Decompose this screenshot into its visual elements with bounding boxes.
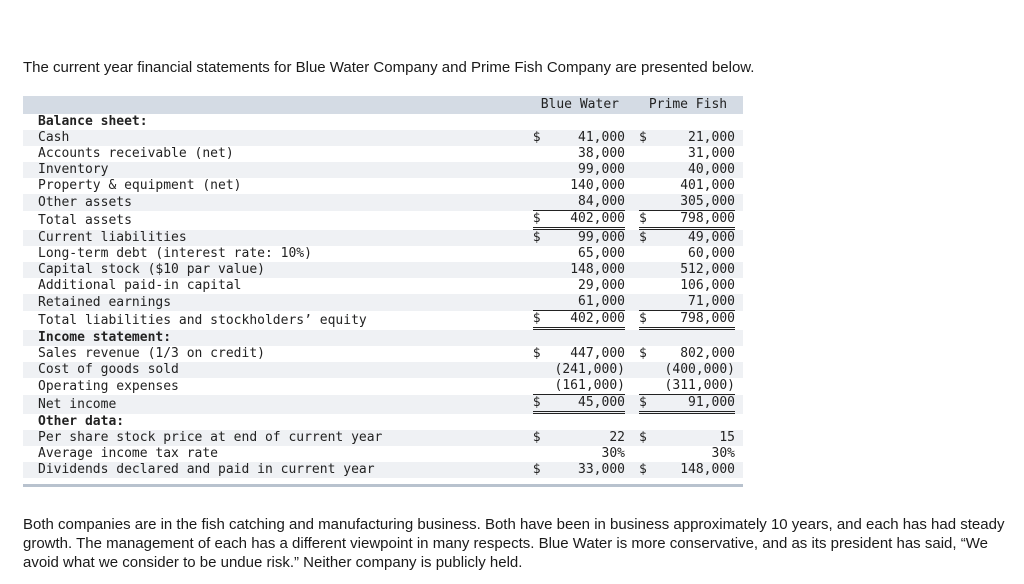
amount	[639, 230, 735, 246]
blue-water-cell	[527, 378, 633, 395]
amount-value: 15	[719, 430, 735, 445]
currency-symbol: $	[532, 395, 541, 410]
amount	[533, 346, 625, 362]
table-row	[23, 446, 743, 462]
amount-value: 22	[609, 430, 625, 445]
amount	[533, 246, 625, 262]
table-row	[23, 246, 743, 262]
prime-fish-cell	[633, 114, 743, 130]
row-label: Per share stock price at end of current year	[23, 430, 527, 446]
prime-fish-cell	[633, 446, 743, 462]
prime-fish-cell	[633, 346, 743, 362]
blue-water-cell	[527, 430, 633, 446]
amount-value: 140,000	[570, 178, 625, 193]
currency-symbol: $	[532, 130, 541, 145]
table-header-row	[23, 96, 743, 114]
amount-value: (161,000)	[554, 378, 625, 393]
amount-value: 65,000	[578, 246, 625, 261]
table-row	[23, 146, 743, 162]
amount-value: 798,000	[680, 211, 735, 226]
blue-water-cell	[527, 395, 633, 414]
table-bottom-rule	[23, 484, 743, 487]
amount-value: 71,000	[688, 294, 735, 309]
blue-water-cell	[527, 178, 633, 194]
amount	[533, 278, 625, 294]
prime-fish-cell	[633, 211, 743, 230]
row-label: Retained earnings	[23, 294, 527, 311]
amount-value: 41,000	[578, 130, 625, 145]
row-label: Additional paid-in capital	[38, 278, 242, 293]
row-label: Total assets	[38, 212, 132, 228]
amount-value: 99,000	[578, 162, 625, 177]
table-row	[23, 311, 743, 330]
amount	[533, 294, 625, 311]
table-row	[23, 462, 743, 478]
amount	[639, 311, 735, 330]
amount-value: 447,000	[570, 346, 625, 361]
amount-value: 512,000	[680, 262, 735, 277]
amount	[533, 362, 625, 378]
prime-fish-cell	[633, 462, 743, 478]
currency-symbol: $	[638, 346, 647, 361]
amount-value: (311,000)	[664, 378, 735, 393]
blue-water-cell	[527, 146, 633, 162]
amount-value: 40,000	[688, 162, 735, 177]
row-label: Cost of goods sold	[23, 362, 527, 378]
prime-fish-cell	[633, 178, 743, 194]
prime-fish-cell	[633, 311, 743, 330]
amount	[639, 462, 735, 478]
column-header-blue-water: Blue Water	[527, 96, 633, 114]
currency-symbol: $	[638, 230, 647, 245]
row-label: Property & equipment (net)	[38, 178, 242, 193]
table-row	[23, 346, 743, 362]
currency-symbol: $	[532, 346, 541, 361]
section-header-row	[23, 114, 743, 130]
amount	[533, 378, 625, 395]
blue-water-cell	[527, 446, 633, 462]
amount	[533, 446, 625, 462]
amount-value: 60,000	[688, 246, 735, 261]
amount	[639, 362, 735, 378]
amount-value: 401,000	[680, 178, 735, 193]
blue-water-cell	[527, 414, 633, 430]
section-header-row	[23, 414, 743, 430]
amount-value: 148,000	[680, 462, 735, 477]
currency-symbol: $	[532, 230, 541, 245]
amount	[639, 430, 735, 446]
amount	[639, 395, 735, 414]
amount-value: 305,000	[680, 194, 735, 209]
row-label: Current liabilities	[23, 230, 527, 246]
row-label: Long-term debt (interest rate: 10%)	[38, 246, 312, 261]
table-body	[23, 114, 743, 478]
amount	[639, 446, 735, 462]
amount-value: 61,000	[578, 294, 625, 309]
currency-symbol: $	[638, 462, 647, 477]
blue-water-cell	[527, 194, 633, 211]
amount	[533, 130, 625, 146]
amount	[533, 162, 625, 178]
currency-symbol: $	[532, 462, 541, 477]
amount-value: 33,000	[578, 462, 625, 477]
row-label: Inventory	[23, 162, 527, 178]
blue-water-cell	[527, 462, 633, 478]
blue-water-cell	[527, 114, 633, 130]
amount	[533, 178, 625, 194]
amount	[533, 211, 625, 230]
amount-value: (241,000)	[554, 362, 625, 377]
table-row	[23, 294, 743, 311]
amount	[639, 146, 735, 162]
amount	[533, 311, 625, 330]
row-label: Sales revenue (1/3 on credit)	[38, 346, 265, 361]
amount-value: (400,000)	[664, 362, 735, 377]
intro-text: The current year financial statements for Blue Water Company and Prime Fish Company are presented below.	[23, 59, 755, 76]
closing-text: Both companies are in the fish catching and manufacturing business. Both have been in business approximately 10 years, and each has had steady growth. The management of each has a different viewpoint in many respects. Blue Water is more conservative, and as its president has said, “We avoid what we consider to be undue risk.” Neither company is publicly held.	[23, 516, 1005, 571]
prime-fish-cell	[633, 294, 743, 311]
table-row	[23, 162, 743, 178]
row-label: Cash	[23, 130, 527, 146]
row-label: Net income	[23, 395, 527, 414]
prime-fish-cell	[633, 378, 743, 395]
prime-fish-cell	[633, 330, 743, 346]
amount-value: 802,000	[680, 346, 735, 361]
currency-symbol: $	[638, 430, 647, 445]
amount	[533, 430, 625, 446]
row-label: Average income tax rate	[38, 446, 219, 461]
currency-symbol: $	[638, 130, 647, 145]
currency-symbol: $	[532, 430, 541, 445]
amount-value: 84,000	[578, 194, 625, 209]
blue-water-cell	[527, 211, 633, 230]
amount-value: 21,000	[688, 130, 735, 145]
currency-symbol: $	[638, 395, 647, 410]
amount	[639, 246, 735, 262]
amount	[639, 278, 735, 294]
prime-fish-cell	[633, 246, 743, 262]
table-row	[23, 262, 743, 278]
table-row	[23, 178, 743, 194]
blue-water-cell	[527, 362, 633, 378]
table-row	[23, 395, 743, 414]
financial-statements-table	[23, 96, 743, 478]
amount	[639, 294, 735, 311]
table-row	[23, 130, 743, 146]
currency-symbol: $	[532, 211, 541, 226]
prime-fish-cell	[633, 395, 743, 414]
table-row	[23, 430, 743, 446]
amount-value: 30%	[711, 446, 735, 461]
table-row	[23, 211, 743, 230]
amount	[639, 262, 735, 278]
amount-value: 38,000	[578, 146, 625, 161]
table-row	[23, 278, 743, 294]
blue-water-cell	[527, 330, 633, 346]
row-label: Operating expenses	[38, 378, 179, 394]
amount-value: 402,000	[570, 311, 625, 326]
amount	[533, 194, 625, 211]
currency-symbol: $	[532, 311, 541, 326]
blue-water-cell	[527, 162, 633, 178]
amount	[639, 346, 735, 362]
section-label: Other data:	[38, 414, 125, 429]
row-label: Dividends declared and paid in current year	[23, 462, 527, 478]
amount-value: 99,000	[578, 230, 625, 245]
amount	[533, 146, 625, 162]
amount	[639, 178, 735, 194]
column-header-prime-fish: Prime Fish	[633, 96, 743, 114]
row-label: Capital stock ($10 par value)	[23, 262, 527, 278]
amount	[639, 378, 735, 395]
prime-fish-cell	[633, 362, 743, 378]
amount-value: 798,000	[680, 311, 735, 326]
header-blank	[23, 96, 527, 114]
section-label: Income statement:	[23, 330, 527, 346]
prime-fish-cell	[633, 130, 743, 146]
amount	[639, 130, 735, 146]
currency-symbol: $	[638, 211, 647, 226]
section-header-row	[23, 330, 743, 346]
amount	[639, 211, 735, 230]
amount-value: 148,000	[570, 262, 625, 277]
amount	[533, 262, 625, 278]
amount-value: 31,000	[688, 146, 735, 161]
row-label: Accounts receivable (net)	[38, 146, 234, 161]
amount-value: 45,000	[578, 395, 625, 410]
amount	[533, 395, 625, 414]
prime-fish-cell	[633, 230, 743, 246]
prime-fish-cell	[633, 262, 743, 278]
prime-fish-cell	[633, 162, 743, 178]
prime-fish-cell	[633, 146, 743, 162]
amount	[533, 462, 625, 478]
table-row	[23, 362, 743, 378]
blue-water-cell	[527, 262, 633, 278]
table-row	[23, 378, 743, 395]
blue-water-cell	[527, 294, 633, 311]
amount-value: 29,000	[578, 278, 625, 293]
amount-value: 30%	[601, 446, 625, 461]
prime-fish-cell	[633, 414, 743, 430]
amount-value: 49,000	[688, 230, 735, 245]
prime-fish-cell	[633, 194, 743, 211]
blue-water-cell	[527, 246, 633, 262]
blue-water-cell	[527, 311, 633, 330]
section-label: Balance sheet:	[38, 114, 148, 129]
blue-water-cell	[527, 278, 633, 294]
table-row	[23, 194, 743, 211]
amount-value: 106,000	[680, 278, 735, 293]
blue-water-cell	[527, 346, 633, 362]
amount-value: 402,000	[570, 211, 625, 226]
prime-fish-cell	[633, 278, 743, 294]
prime-fish-cell	[633, 430, 743, 446]
currency-symbol: $	[638, 311, 647, 326]
blue-water-cell	[527, 230, 633, 246]
row-label: Total liabilities and stockholders’ equity	[38, 312, 367, 328]
table-row	[23, 230, 743, 246]
amount	[533, 230, 625, 246]
blue-water-cell	[527, 130, 633, 146]
amount	[639, 194, 735, 211]
amount-value: 91,000	[688, 395, 735, 410]
amount	[639, 162, 735, 178]
row-label: Other assets	[23, 194, 527, 211]
